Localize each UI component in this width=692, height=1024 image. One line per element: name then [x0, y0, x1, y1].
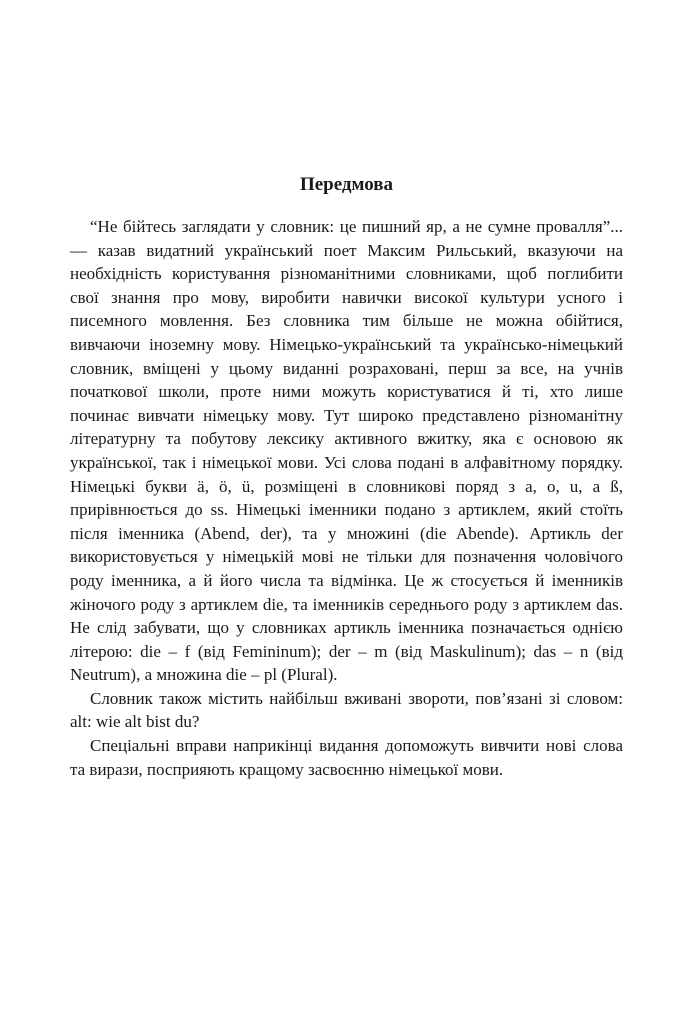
- document-title: Передмова: [299, 174, 394, 195]
- paragraph-phrases: Словник також містить найбільш вживані звороти, пов’язані зі словом: alt: wie alt bist du?: [70, 688, 623, 732]
- paragraph-intro: “Не бійтесь заглядати у словник: це пишний яр, а не сумне провалля”... — казав видатний український поет Максим Рильський, вказуючи на необхідність користування різноманітними словниками, щоб поглибити свої знання про мову, виробити навички високої культури усного і писемного мовлення. Без словника тим більше не можна обійтися, вивчаючи іноземну мову. Німецько-український та українсько-німецький словник, вміщені у цьому виданні розраховані, перш за все, на учнів початкової школи, проте ними можуть користуватися й ті, хто лише починає вивчати німецьку мову. Тут широко представлено різноманітну літературну та побутову лексику активного вжитку, яка є основою як української, так і німецької мови. Усі слова подані в алфавітному порядку. Німецькі букви ä, ö, ü, розміщені в словникові поряд з a, o, u, a ß, прирівнюється до ss. Німецькі іменники подано з артиклем, який стоїть після іменника (Abend, der), та у множині (die Abende). Артикль der використовується у німецькій мові не тільки для позначення чоловічого роду іменника, а й його числа та відмінка. Це ж стосується й іменників жіночого роду з артиклем die, та іменників середнього роду з артиклем das. Не слід забувати, що у словниках артикль іменника позначається однією літерою: die – f (від Femininum); der – m (від Maskulinum); das – n (від Neutrum), а множина die – pl (Plural).: [70, 217, 623, 685]
- document-page: [70, 172, 623, 781]
- paragraph-exercises: Спеціальні вправи наприкінці видання допоможуть вивчити нові слова та вирази, посприяють кращому засвоєнню німецької мови.: [70, 736, 623, 779]
